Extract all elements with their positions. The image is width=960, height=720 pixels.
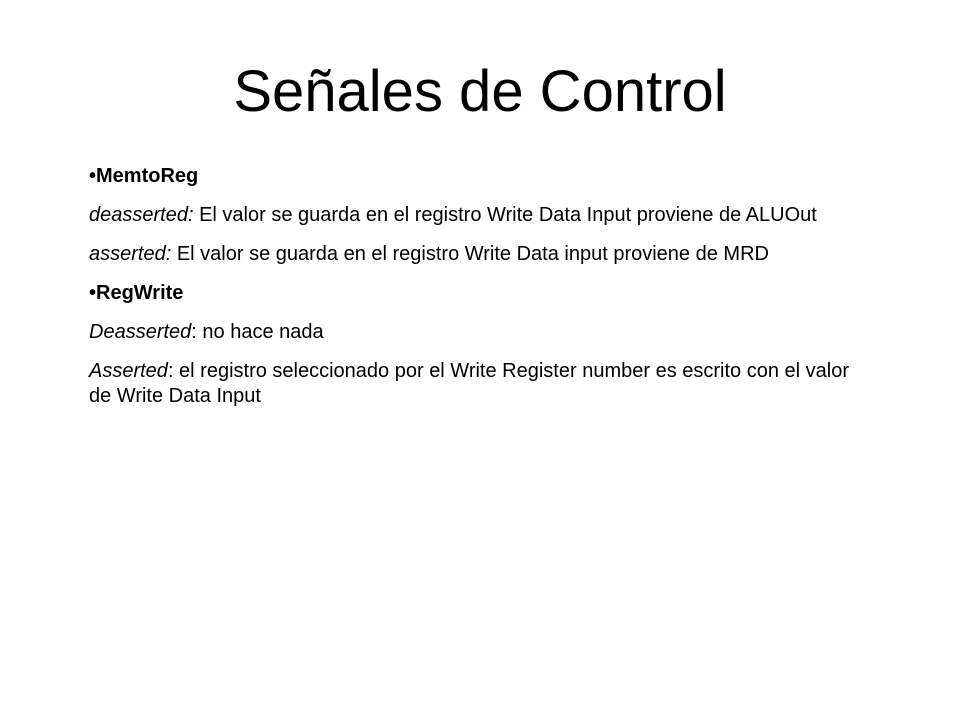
regwrite-deasserted-text: : no hace nada bbox=[191, 321, 324, 343]
memtoreg-asserted-term: asserted: bbox=[89, 243, 172, 265]
memtoreg-asserted-text: El valor se guarda en el registro Write Data input proviene de MRD bbox=[171, 243, 769, 265]
bullet-memtoreg: •MemtoReg bbox=[89, 165, 199, 187]
memtoreg-deasserted-paragraph bbox=[89, 203, 849, 228]
memtoreg-asserted-paragraph bbox=[89, 242, 849, 267]
regwrite-asserted-paragraph bbox=[89, 359, 849, 409]
slide-title: Señales de Control bbox=[233, 59, 727, 124]
regwrite-asserted-text: : el registro seleccionado por el Write Register number es escrito con el valor de Write Data Input bbox=[89, 360, 849, 407]
regwrite-deasserted-paragraph bbox=[89, 320, 849, 345]
slide-content bbox=[89, 164, 849, 423]
memtoreg-deasserted-text: El valor se guarda en el registro Write Data Input proviene de ALUOut bbox=[193, 204, 817, 226]
regwrite-deasserted-term: Deasserted bbox=[89, 321, 192, 343]
regwrite-asserted-term: Asserted bbox=[89, 360, 168, 382]
bullet-regwrite: •RegWrite bbox=[89, 282, 184, 304]
memtoreg-deasserted-term: deasserted: bbox=[89, 204, 194, 226]
